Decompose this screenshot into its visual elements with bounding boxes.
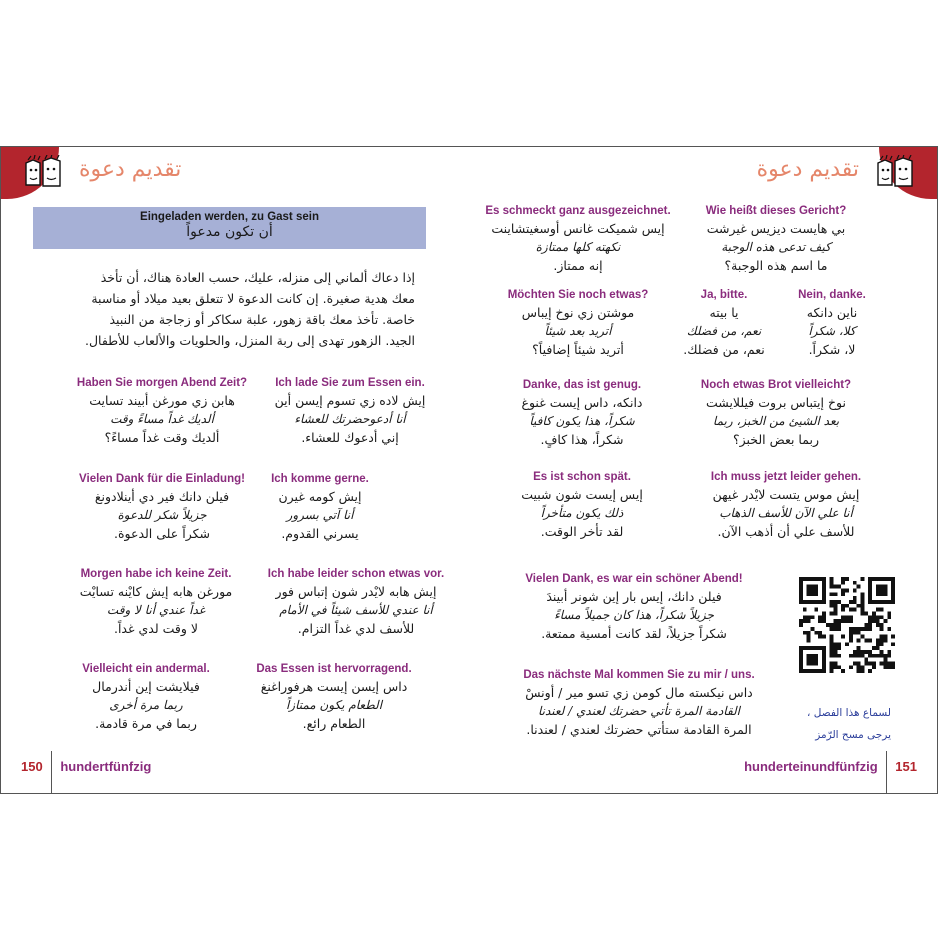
phrase-transliteration: يا بيته: [709, 305, 739, 320]
phrase-translation: نعم، من فضلك.: [683, 342, 765, 357]
phrase-block: [51, 663, 241, 731]
phrase-german: Nein, danke.: [798, 289, 866, 301]
phrase-literal: ذلك يكون متأخراً: [540, 506, 624, 520]
phrase-translation: ألديك وقت غداً مساءً؟: [104, 430, 220, 445]
qr-instruction-line2: يرجى مسح الرّمز: [815, 729, 891, 741]
phrase-german: Morgen habe ich keine Zeit.: [80, 568, 232, 580]
phrase-block: [669, 289, 779, 357]
phrase-block: [483, 289, 673, 357]
phrase-literal: جزيلاً شكر للدعوة: [117, 508, 207, 522]
phrase-block: [67, 377, 257, 445]
phrase-translation: شكراً على الدعوة.: [114, 526, 210, 541]
phrase-transliteration: بي هايست ديزيس غيرشت: [706, 221, 846, 236]
phrase-transliteration: فيلن دانك، إيس بار إين شونر أبيندَ: [546, 589, 722, 604]
intro-paragraph: [85, 267, 415, 351]
book-spread: [0, 146, 938, 794]
phrase-literal: الطعام يكون ممتازاً: [285, 698, 383, 712]
phrase-german: Vielen Dank für die Einladung!: [79, 473, 245, 485]
phrase-block: [681, 205, 871, 273]
phrase-literal: أنا أدعوحضرتك للعشاء: [294, 412, 406, 426]
phrase-literal: أتريد بعد شيئاً: [544, 324, 612, 338]
phrase-translation: شكراً جزيلاً، لقد كانت أمسية ممتعة.: [541, 626, 727, 641]
phrase-german: Es schmeckt ganz ausgezeichnet.: [485, 205, 671, 217]
phrase-translation: المرة القادمة ستأتي حضرتك لعندي / لعندنا.: [526, 722, 752, 737]
intro-line: معك هدية صغيرة. إن كانت الدعوة لا تتعلق بعيد ميلاد أو مناسبة: [91, 291, 415, 306]
phrase-block: [509, 669, 769, 737]
phrase-transliteration: إيس شميكت غانس أوسغيتشاينت: [491, 221, 665, 236]
phrase-german: Ja, bitte.: [700, 289, 748, 301]
phrase-translation: الطعام رائع.: [302, 716, 366, 731]
phrase-transliteration: إيش موس يتست لايْدر غيهن: [712, 487, 860, 502]
phrase-block: [239, 663, 429, 731]
phrase-german: Das nächste Mal kommen Sie zu mir / uns.: [523, 669, 755, 681]
faces-icon: [875, 155, 915, 191]
phrase-translation: أتريد شيئاً إضافياً؟: [532, 342, 624, 357]
phrase-translation: لا، شكراً.: [808, 342, 856, 357]
phrase-transliteration: نوخ إيتباس بروت فيللايشت: [706, 395, 846, 410]
phrase-block: [225, 473, 415, 541]
phrase-german: Haben Sie morgen Abend Zeit?: [76, 377, 248, 389]
phrase-german: Danke, das ist genug.: [522, 379, 642, 391]
phrase-transliteration: مورغن هابه إيش كايْنه تسايْت: [79, 584, 233, 599]
phrase-literal: جزيلاً شكراً، هذا كان جميلاً مساءً: [554, 608, 714, 622]
phrase-block: [691, 471, 881, 539]
phrase-transliteration: إيش هابه لايْدر شون إتباس فور: [275, 584, 437, 599]
phrase-translation: شكراً، هذا كافٍ.: [540, 432, 624, 447]
phrase-literal: نكهته كلها ممتازة: [535, 240, 621, 254]
section-title-german: Eingeladen werden, zu Gast sein: [140, 211, 319, 223]
phrase-translation: إنه ممتاز.: [553, 258, 603, 273]
phrase-translation: ما اسم هذه الوجبة؟: [724, 258, 828, 273]
page-number: 150: [21, 759, 43, 774]
phrase-literal: شكراً، هذا يكون كافياً: [529, 414, 635, 428]
phrase-transliteration: فيلايشت إين أندرمال: [92, 679, 200, 694]
phrase-block: [487, 471, 677, 539]
phrase-transliteration: دانكه، داس إيست غنوغ: [521, 395, 643, 410]
chapter-title: تقديم دعوة: [756, 157, 859, 182]
phrase-block: [261, 568, 451, 636]
phrase-block: [681, 379, 871, 447]
phrase-literal: أنا آتي بسرور: [286, 508, 354, 522]
phrase-german: Vielen Dank, es war ein schöner Abend!: [525, 573, 743, 585]
phrase-literal: أنا علي الآن للأسف الذهاب: [719, 506, 853, 520]
section-header-box: [33, 207, 426, 249]
phrase-german: Ich lade Sie zum Essen ein.: [275, 377, 425, 389]
intro-line: خاصة. تأخذ معك باقة زهور، علبة سكاكر أو زجاجة من النبيذ: [109, 312, 415, 327]
section-title-arabic: أن تكون مدعواً: [186, 224, 273, 240]
phrase-translation: لقد تأخر الوقت.: [540, 524, 624, 539]
phrase-translation: للأسف علي أن أذهب الآن.: [717, 524, 855, 539]
intro-line: الجيد. الزهور تهدى إلى ربة المنزل، والحلويات والألعاب للأطفال.: [85, 333, 415, 348]
phrase-transliteration: فيلن دانك فير دي أينلادونغ: [94, 489, 230, 504]
qr-instruction-line1: لسماع هذا الفصل ،: [807, 707, 891, 719]
phrase-literal: غداً عندي أنا لا وقت: [106, 603, 206, 617]
phrase-transliteration: هابن زي مورغن أبيند تسايت: [89, 393, 235, 408]
phrase-literal: نعم، من فضلك: [686, 324, 762, 338]
phrase-literal: أنا عندي للأسف شيئاً في الأمام: [279, 603, 433, 617]
phrase-german: Möchten Sie noch etwas?: [507, 289, 649, 301]
page-footer: [744, 759, 917, 774]
page-number-word: hundertfünfzig: [60, 759, 152, 774]
phrase-literal: كيف تدعى هذه الوجبة: [721, 240, 831, 254]
intro-line: إذا دعاك ألماني إلى منزله، عليك، حسب العادة هناك، أن تأخذ: [100, 270, 415, 285]
faces-icon: [23, 155, 63, 191]
phrase-german: Ich habe leider schon etwas vor.: [267, 568, 445, 580]
qr-code[interactable]: [799, 577, 895, 673]
phrase-transliteration: ناين دانكه: [806, 305, 858, 320]
phrase-transliteration: إيش لاده زي تسوم إيسن أين: [274, 393, 426, 408]
chapter-title: تقديم دعوة: [79, 157, 182, 182]
left-page: [0, 147, 469, 793]
phrase-translation: ربما بعض الخبز؟: [733, 432, 819, 447]
phrase-german: Ich komme gerne.: [271, 473, 369, 485]
phrase-transliteration: داس نيكسته مال كومن زي تسو مير / أونسْ: [525, 685, 753, 700]
right-page: [469, 147, 938, 793]
phrase-german: Vielleicht ein andermal.: [82, 663, 210, 675]
phrase-block: [483, 205, 673, 273]
phrase-translation: للأسف لدي غداً التزام.: [297, 621, 415, 636]
page-number: 151: [895, 759, 917, 774]
phrase-german: Das Essen ist hervorragend.: [256, 663, 412, 675]
phrase-translation: يسرني القدوم.: [281, 526, 359, 541]
phrase-german: Ich muss jetzt leider gehen.: [710, 471, 862, 483]
phrase-german: Wie heißt dieses Gericht?: [705, 205, 847, 217]
page-footer: [21, 759, 151, 774]
phrase-transliteration: إيس إيست شون شبيت: [521, 487, 643, 502]
phrase-german: Es ist schon spät.: [533, 471, 631, 483]
phrase-transliteration: إيش كومه غيرن: [278, 489, 362, 504]
phrase-literal: ألديك غداً مساءً وقت: [110, 412, 214, 426]
phrase-block: [519, 573, 749, 641]
phrase-block: [777, 289, 887, 357]
phrase-block: [255, 377, 445, 445]
phrase-literal: القادمة المرة تأتي حضرتك لعندي / لعندنا: [537, 704, 741, 718]
page-number-word: hunderteinundfünfzig: [744, 759, 878, 774]
phrase-transliteration: موشتن زي نوخ إيباس: [521, 305, 635, 320]
phrase-block: [487, 379, 677, 447]
phrase-block: [61, 568, 251, 636]
phrase-german: Noch etwas Brot vielleicht?: [700, 379, 852, 391]
phrase-literal: ربما مرة أخرى: [109, 698, 183, 712]
phrase-translation: إني أدعوك للعشاء.: [301, 430, 399, 445]
phrase-literal: كلا، شكراً: [808, 324, 856, 338]
phrase-translation: لا وقت لدي غداً.: [113, 621, 199, 636]
phrase-translation: ربما في مرة قادمة.: [95, 716, 197, 731]
phrase-literal: بعد الشيئ من الخبز، ربما: [712, 414, 840, 428]
phrase-transliteration: داس إيسن إيست هرفوراغنغ: [260, 679, 408, 694]
